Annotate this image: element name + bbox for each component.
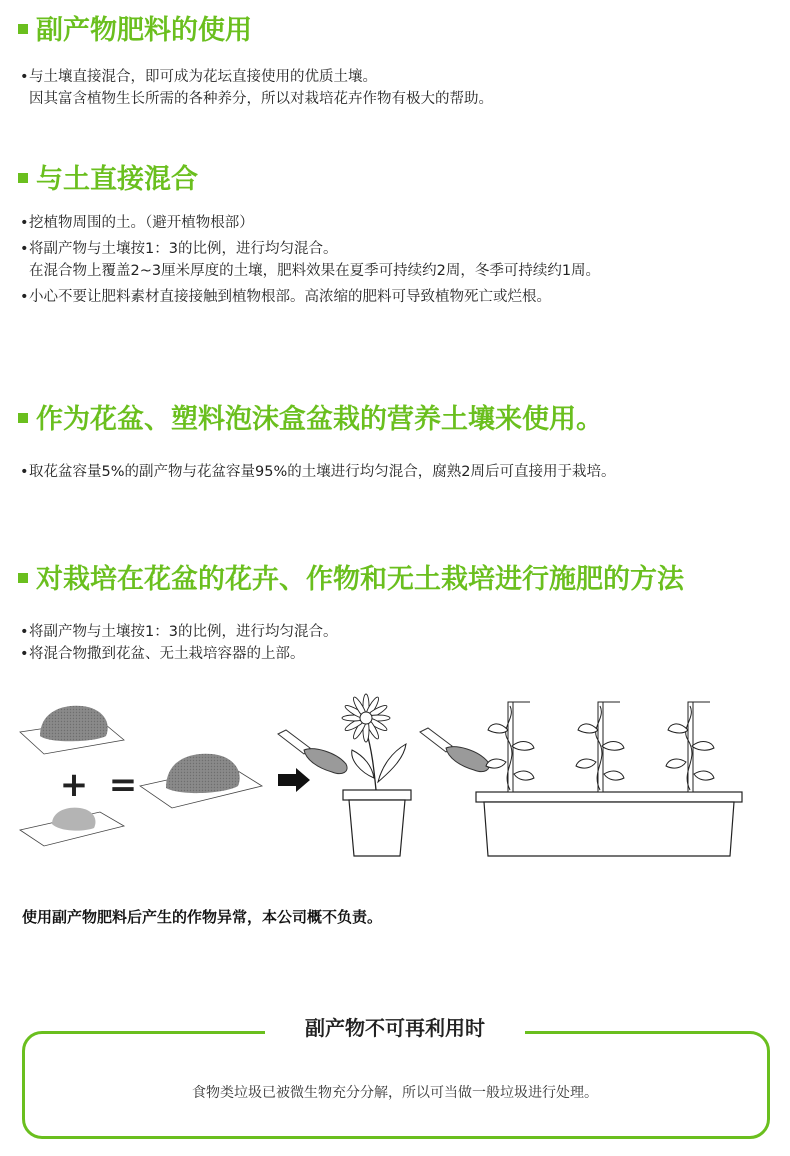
disclaimer-text: 使用副产物肥料后产生的作物异常，本公司概不负责。 [22, 908, 383, 926]
flower-pot-icon [343, 790, 411, 856]
line-text: 将副产物与土壤按1：3的比例，进行均匀混合。 [29, 241, 338, 257]
line-text: 取花盆容量5%的副产物与花盆容量95%的土壤进行均匀混合，腐熟2周后可直接用于栽培。 [29, 464, 616, 480]
climbing-plant-icon [486, 702, 534, 792]
bullet-dot: • [20, 464, 29, 480]
section-lines-fertilizing-method [20, 621, 337, 665]
square-bullet-icon [18, 24, 28, 34]
list-item [20, 66, 493, 88]
bullet-dot: • [20, 624, 29, 640]
soil-heap-icon [20, 808, 124, 846]
list-item [20, 238, 600, 260]
list-item [20, 621, 337, 643]
section-title-fertilizing-method [18, 563, 684, 597]
climbing-plant-icon [666, 702, 714, 792]
flower-icon [342, 694, 406, 790]
section-title-text: 作为花盆、塑料泡沫盒盆栽的营养土壤来使用。 [36, 404, 603, 435]
notice-title [0, 1012, 790, 1041]
line-text: 挖植物周围的土。（避开植物根部） [29, 215, 254, 231]
list-item [20, 212, 600, 234]
section-lines-fertilizer-use [20, 66, 493, 110]
list-item [20, 461, 615, 483]
bullet-dot: • [20, 69, 29, 85]
notice-text: 食物类垃圾已被微生物充分分解，所以可当做一般垃圾进行处理。 [192, 1085, 598, 1101]
list-item [20, 260, 600, 282]
square-bullet-icon [18, 173, 28, 183]
line-text: 因其富含植物生长所需的各种养分，所以对栽培花卉作物有极大的帮助。 [29, 91, 493, 107]
line-text: 在混合物上覆盖2~3厘米厚度的土壤，肥料效果在夏季可持续约2周，冬季可持续约1周。 [29, 263, 601, 279]
line-text: 小心不要让肥料素材直接接触到植物根部。高浓缩的肥料可导致植物死亡或烂根。 [29, 289, 551, 305]
section-lines-potting-soil [20, 461, 615, 483]
list-item [20, 88, 493, 110]
section-title-text: 与土直接混合 [36, 164, 198, 195]
section-title-mix-with-soil [18, 163, 198, 197]
mixed-heap-icon [140, 754, 262, 808]
climbing-plant-icon [576, 702, 624, 792]
section-title-potting-soil [18, 403, 603, 437]
bullet-dot: • [20, 241, 29, 257]
square-bullet-icon [18, 413, 28, 423]
bullet-dot: • [20, 215, 29, 231]
square-bullet-icon [18, 573, 28, 583]
planter-box-icon [476, 792, 742, 856]
fertilizer-heap-icon [20, 706, 124, 754]
bullet-dot: • [20, 646, 29, 662]
section-title-text: 对栽培在花盆的花卉、作物和无土栽培进行施肥的方法 [36, 564, 684, 595]
list-item [20, 643, 337, 665]
bullet-dot: • [20, 289, 29, 305]
line-text: 与土壤直接混合，即可成为花坛直接使用的优质土壤。 [29, 69, 377, 85]
trowel-icon [420, 728, 489, 772]
trowel-icon [278, 730, 347, 774]
section-lines-mix-with-soil [20, 212, 600, 308]
fertilizer-process-illustration [0, 690, 790, 870]
section-title-fertilizer-use [18, 14, 252, 48]
equals-sign: = [108, 765, 138, 805]
section-title-text: 副产物肥料的使用 [36, 15, 252, 46]
line-text: 将副产物与土壤按1：3的比例，进行均匀混合。 [29, 624, 338, 640]
line-text: 将混合物撒到花盆、无土栽培容器的上部。 [29, 646, 305, 662]
arrow-right-icon [278, 768, 310, 792]
notice-title-text: 副产物不可再利用时 [265, 1016, 525, 1040]
plus-sign: + [59, 765, 89, 805]
list-item [20, 286, 600, 308]
